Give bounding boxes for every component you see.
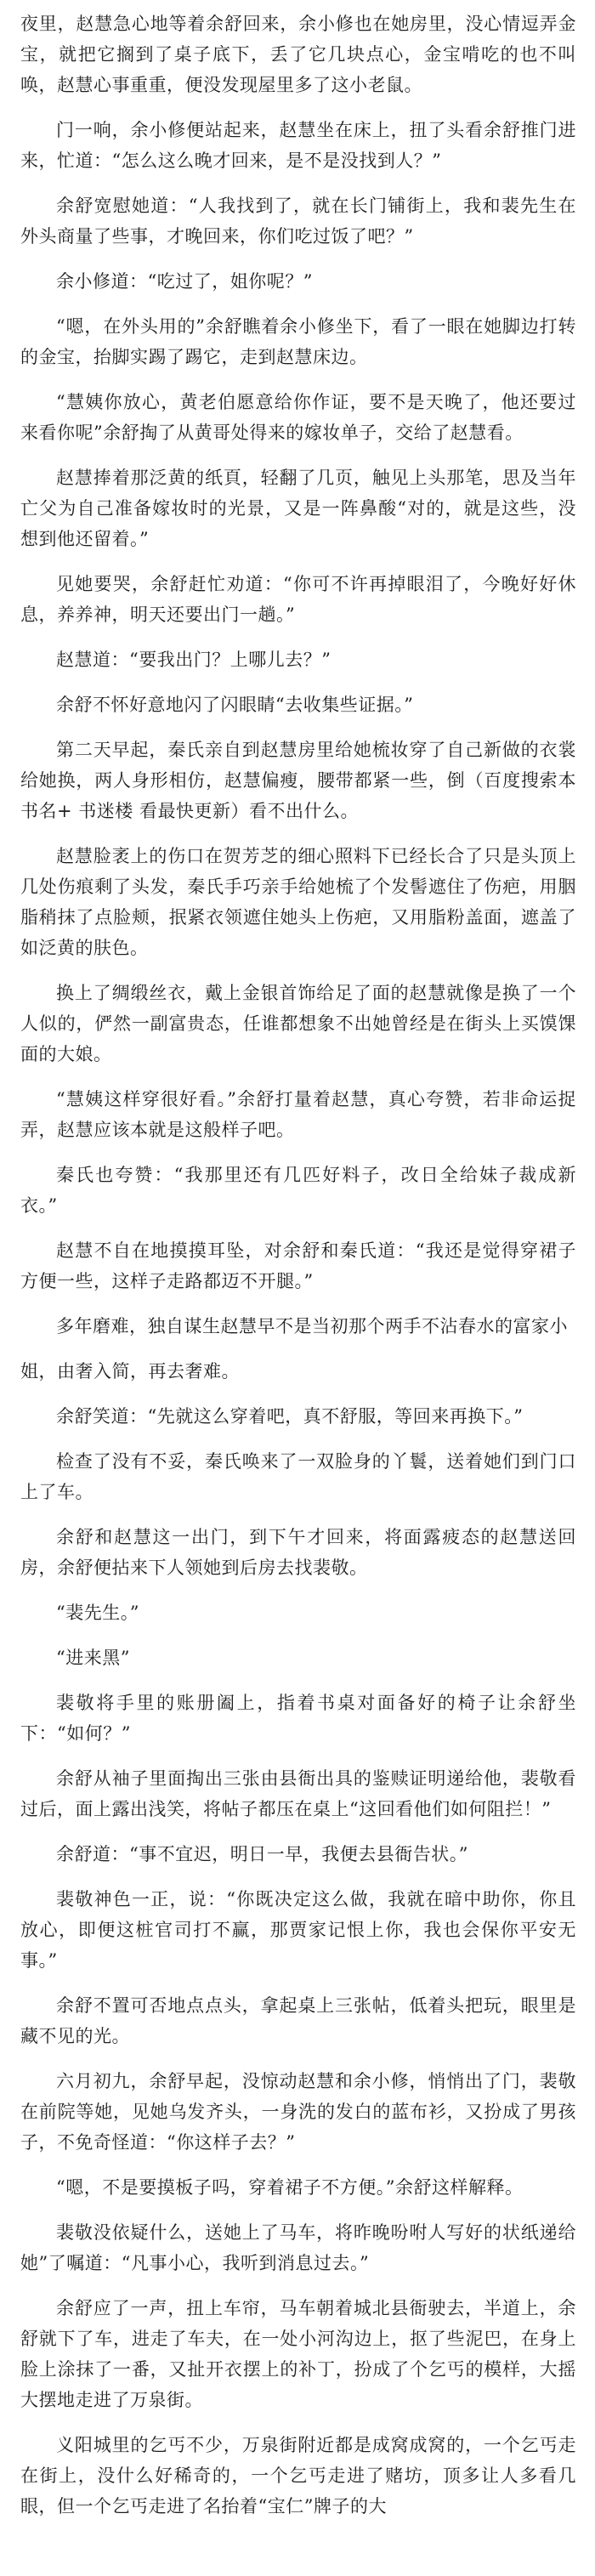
paragraph: 赵慧脸袤上的伤口在贺芳芝的细心照料下已经长合了只是头顶上几处伤痕剩了头发，秦氏手巧亲手给她梳了个发髻遮住了伤疤，用胭脂稍抹了点脸颊，抿紧衣领遮住她头上伤疤，又用脂粉盖面，遮盖了如泛黄的肤色。 (20, 846, 576, 958)
paragraph: 余舒应了一声，扭上车帘，马车朝着城北县衙驶去，半道上，余舒就下了车，进走了车夫，在一处小河沟边上，抠了些泥巴，在身上脸上涂抹了一番，又扯开衣摆上的补丁，扮成了个乞丐的模样，大摇大摆地走进了万泉街。 (20, 2298, 576, 2410)
paragraph: 余舒道：“事不宜迟，明日一早，我便去县衙告状。” (56, 1844, 468, 1864)
paragraph: 裴敬神色一正，说：“你既决定这么做，我就在暗中助你，你且放心，即便这桩官司打不赢，那贾家记恨上你，我也会保你平安无事。” (20, 1889, 576, 1971)
paragraph: 余舒宽慰她道：“人我找到了，就在长门铺街上，我和裴先生在外头商量了些事，才晚回来，你们吃过饭了吧？” (20, 196, 576, 247)
paragraph: “裴先生。” (56, 1603, 139, 1623)
paragraph: “进来黑” (56, 1648, 130, 1668)
paragraph: 裴敬没依疑什么，送她上了马车，将昨晚吩咐人写好的状纸递给她”了嘱道：“凡事小心，我听到消息过去。” (20, 2222, 576, 2273)
paragraph: 裴敬将手里的账册阖上，指着书桌对面备好的椅子让余舒坐下：“如何？” (20, 1693, 576, 1744)
paragraph: 赵慧捧着那泛黄的纸頁，轻翻了几页，触见上头那笔，思及当年亡父为自己准备嫁妆时的光景，又是一阵鼻酸“对的，就是这些，没想到他还留着。” (20, 468, 576, 549)
paragraph: 赵慧不自在地摸摸耳坠，对余舒和秦氏道：“我还是觉得穿裙子方便一些，这样子走路都迈不开腿。” (20, 1240, 576, 1291)
paragraph: “嗯，在外头用的”余舒瞧着余小修坐下，看了一眼在她脚边打转的金宝，抬脚实踢了踢它，走到赵慧床边。 (20, 316, 576, 367)
paragraph: 义阳城里的乞丐不少，万泉街附近都是成窝成窝的，一个乞丐走在街上，没什么好稀奇的，一个乞丐走进了赌坊，顶多让人多看几眼，但一个乞丐走进了名抬着“宝仁”牌子的大 (20, 2435, 576, 2516)
paragraph: “慧姨你放心，黄老伯愿意给你作证，要不是天晚了，他还要过来看你呢”余舒掏了从黄哥处得来的嫁妆单子，交给了赵慧看。 (20, 392, 576, 443)
paragraph: 换上了绸缎丝衣，戴上金银首饰给足了面的赵慧就像是换了一个人似的，俨然一副富贵态，任谁都想象不出她曾经是在街头上买馍馃面的大娘。 (20, 983, 576, 1064)
paragraph: “慧姨这样穿很好看。”余舒打量着赵慧，真心夸赞，若非命运捉弄，赵慧应该本就是这般样子吧。 (20, 1089, 576, 1140)
paragraph: 见她要哭，余舒赶忙劝道：“你可不许再掉眼泪了，今晚好好休息，养养神，明天还要出门一趟。” (20, 574, 576, 625)
paragraph: 多年磨难，独自谋生赵慧早不是当初那个两手不沾春水的富家小 (56, 1316, 568, 1336)
paragraph: 六月初九，余舒早起，没惊动赵慧和余小修，悄悄出了门，裴敬在前院等她，见她乌发齐头，一身洗的发白的蓝布衫，又扮成了男孩子，不免奇怪道：“你这样子去？” (20, 2071, 576, 2153)
paragraph: 余舒笑道：“先就这么穿着吧，真不舒服，等回来再换下。” (56, 1406, 524, 1427)
paragraph: 秦氏也夸赞：“我那里还有几匹好料子，改日全给妹子裁成新衣。” (20, 1165, 576, 1216)
paragraph: 赵慧道：“要我出门？上哪儿去？” (56, 650, 332, 670)
paragraph: 姐，由奢入简，再去奢难。 (20, 1361, 240, 1382)
paragraph: “嗯，不是要摸板子吗，穿着裙子不方便。”余舒这样解释。 (56, 2177, 524, 2198)
paragraph: 余舒不置可否地点点头，拿起桌上三张帖，低着头把玩，眼里是藏不见的光。 (20, 1995, 576, 2046)
paragraph: 第二天早起，秦氏亲自到赵慧房里给她梳妆穿了自己新做的衣裳给她换，两人身形相仿，赵慧偏瘦，腰带都紧一些，倒（百度搜索本书名+ 书迷楼 看最快更新）看不出什么。 (20, 740, 576, 821)
paragraph: 余小修道：“吃过了，姐你呢？” (56, 271, 313, 292)
paragraph: 余舒和赵慧这一出门，到下午才回来，将面露疲态的赵慧送回房，余舒便拈来下人领她到后房去找裴敬。 (20, 1527, 576, 1578)
paragraph: 夜里，赵慧急心地等着余舒回来，余小修也在她房里，没心情逗弄金宝，就把它搁到了桌子底下，丢了它几块点心，金宝啃吃的也不叫唤，赵慧心事重重，便没发现屋里多了这小老鼠。 (20, 14, 576, 95)
paragraph: 余舒从袖子里面掏出三张由县衙出具的鉴赎证明递给他，裴敬看过后，面上露出浅笑，将帖子都压在桌上“这回看他们如何阻拦！” (20, 1768, 576, 1819)
paragraph: 检查了没有不妥，秦氏唤来了一双脸身的丫鬟，送着她们到门口上了车。 (20, 1451, 576, 1502)
paragraph: 门一响，余小修便站起来，赵慧坐在床上，扭了头看余舒推门进来，忙道：“怎么这么晚才回来，是不是没找到人？” (20, 120, 576, 171)
paragraph: 余舒不怀好意地闪了闪眼睛“去收集些证据。” (56, 695, 414, 715)
